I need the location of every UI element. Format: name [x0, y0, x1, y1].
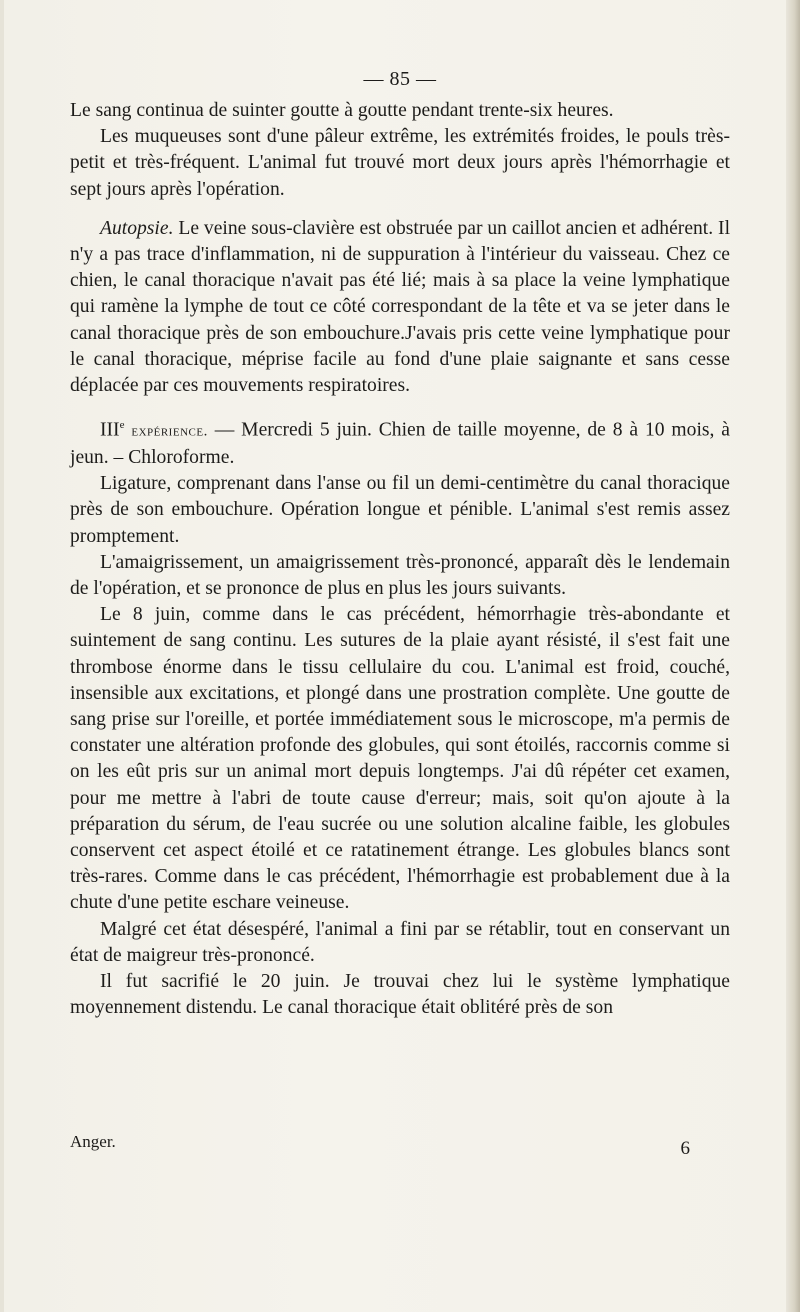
autopsie-text: Le veine sous-clavière est obstruée par un caillot ancien et adhérent. Il n'y a pas trace d'inflammation, ni de suppuration à l'intérieur du vaisseau. Chez ce chien, le canal thoracique n'avait pas été lié; mais à sa place la veine lymphatique qui ramène la lymphe de tout ce côté correspondant de la tête et va se jeter dans le canal thoracique près de son embouchure.J'avais pris cette veine lymphatique pour le canal thoracique, méprise facile au fond d'une plaie saignante et sans cesse déplacée par ces mouvements respiratoires. — [70, 217, 731, 397]
experience-text: — Mercredi 5 juin. Chien de taille moyenne, de 8 à 10 mois, à jeun. – Chloroforme. — [70, 419, 730, 468]
autopsie-label: Autopsie. — [100, 217, 174, 239]
paragraph: Le sang continua de suinter goutte à goutte pendant trente-six heures. — [70, 100, 614, 121]
sheet-number: 6 — [680, 1138, 690, 1159]
printer-signature: Anger. — [70, 1132, 116, 1151]
paragraph: Ligature, comprenant dans l'anse ou fil un demi-centimètre du canal thoracique près de son embouchure. Opération longue et pénible. L'animal s'est remis assez promptement. — [70, 473, 730, 547]
paragraph: Les muqueuses sont d'une pâleur extrême, les extrémités froides, le pouls très-petit et très-fréquent. L'animal fut trouvé mort deux jours après l'hémorrhagie et sept jours après l'opération. — [70, 126, 730, 200]
paragraph: L'amaigrissement, un amaigrissement très-prononcé, apparaît dès le lendemain de l'opération, et se prononce de plus en plus les jours suivants. — [70, 551, 730, 599]
page-footer — [70, 1132, 730, 1159]
experience-number-sup: e — [119, 419, 125, 432]
page-right-edge — [786, 0, 800, 1312]
page-number: — 85 — — [363, 68, 437, 90]
experience-paragraph — [70, 412, 730, 471]
experience-number: III — [100, 419, 120, 441]
paragraph: Le 8 juin, comme dans le cas précédent, hémorrhagie très-abondante et suintement de sang continu. Les sutures de la plaie ayant résisté, il s'est fait une thrombose énorme dans le tissu cellulaire du cou. L'animal est froid, couché, insensible aux excitations, et plongé dans une prostration complète. Une goutte de sang prise sur l'oreille, et portée immédiatement sous le microscope, m'a permis de constater une altération profonde des globules, qui sont étoilés, raccornis comme si on les eût pris sur un animal mort depuis longtemps. J'ai dû répéter cet examen, pour me mettre à l'abri de toute cause d'erreur; mais, soit qu'on ajoute à la préparation du sérum, de l'eau sucrée ou une solution alcaline faible, les globules conservent cet aspect étoilé et ce ratatinement étrange. Les globules blancs sont très-rares. Comme dans le cas précédent, l'hémorrhagie est probablement due à la chute d'une petite eschare veineuse. — [70, 604, 730, 914]
experience-label: expérience. — [131, 423, 208, 440]
paragraph: Malgré cet état désespéré, l'animal a fini par se rétablir, tout en conservant un état de maigreur très-prononcé. — [70, 918, 730, 966]
paragraph: Il fut sacrifié le 20 juin. Je trouvai chez lui le système lymphatique moyennement distendu. Le canal thoracique était oblitéré près de son — [70, 971, 730, 1019]
body-text — [70, 98, 730, 1021]
page-left-edge — [0, 0, 4, 1312]
autopsie-paragraph — [70, 216, 730, 399]
